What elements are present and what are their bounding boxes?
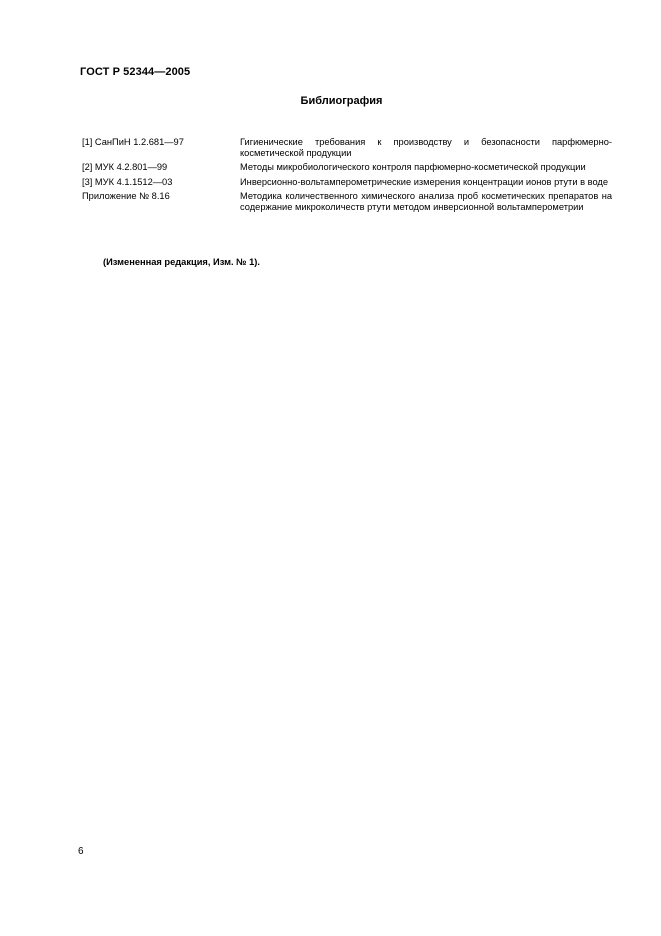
- amendment-note: (Измененная редакция, Изм. № 1).: [103, 257, 260, 267]
- bibliography-reference: [1] СанПиН 1.2.681—97: [82, 137, 184, 147]
- bibliography-entry: [82, 137, 612, 158]
- bibliography-entry: [82, 162, 612, 173]
- bibliography-description: Инверсионно-вольтамперометрические измерения концентрации ионов ртути в воде: [240, 176, 609, 187]
- bibliography-reference: [3] МУК 4.1.1512—03: [82, 176, 173, 187]
- bibliography-entry: [82, 177, 612, 188]
- bibliography-list: [82, 137, 612, 216]
- bibliography-description: Методика количественного химического анализа проб косметических препаратов на содержание микроколичеств ртути методом инверсионной вольтамперометрии: [240, 191, 612, 212]
- page-number: 6: [78, 846, 84, 857]
- section-title: Библиография: [300, 95, 383, 107]
- bibliography-reference: Приложение № 8.16: [82, 191, 170, 201]
- document-header: ГОСТ Р 52344—2005: [80, 66, 191, 78]
- bibliography-entry: [82, 191, 612, 212]
- bibliography-reference: [2] МУК 4.2.801—99: [82, 162, 168, 172]
- bibliography-description: Методы микробиологического контроля парфюмерно-косметической продукции: [240, 162, 586, 172]
- bibliography-description: Гигиенические требования к производству и безопасности парфюмерно-косметической продукции: [240, 137, 612, 158]
